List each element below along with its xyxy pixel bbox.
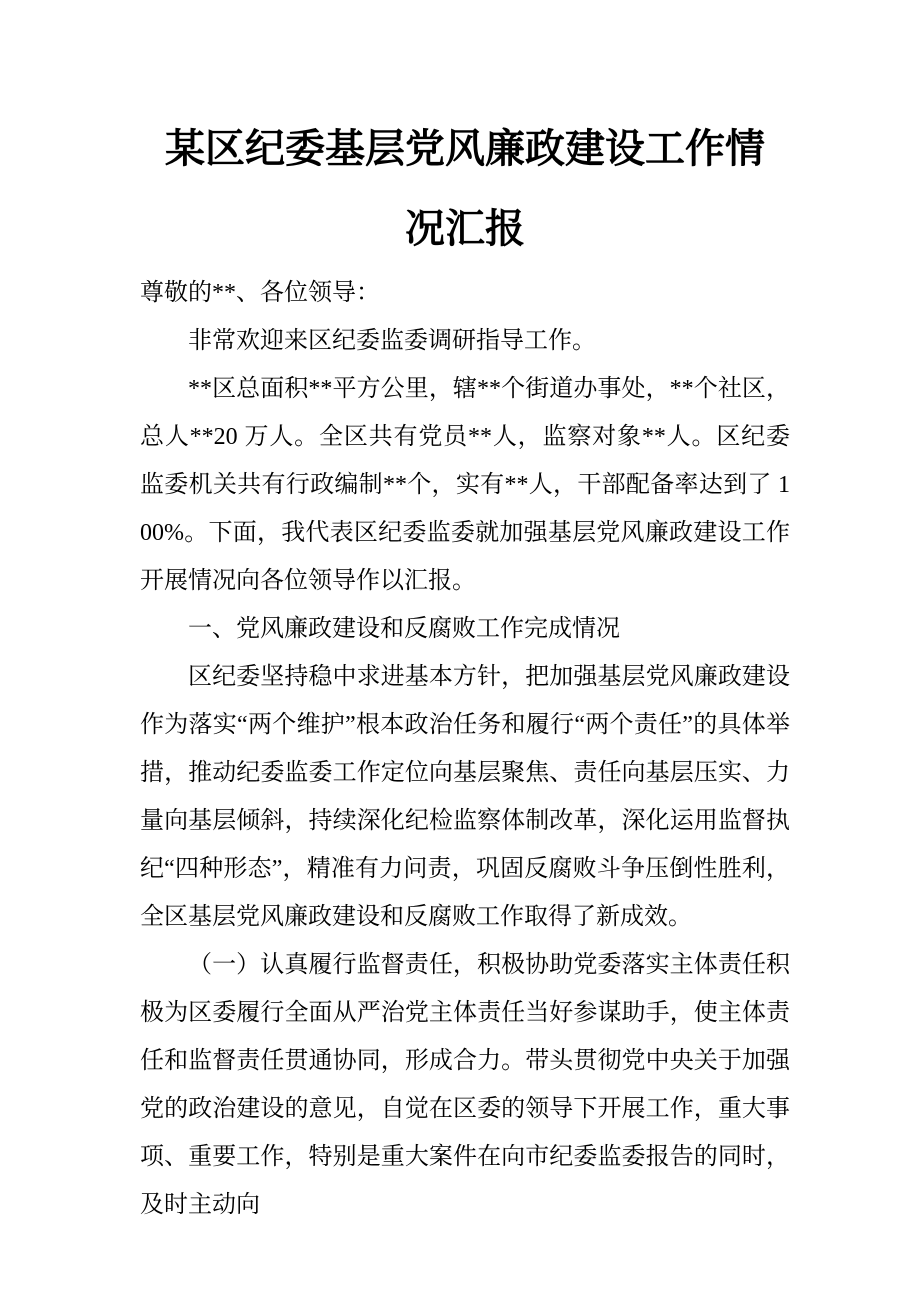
- paragraph: 一、党风廉政建设和反腐败工作完成情况: [188, 616, 620, 642]
- paragraph: 尊敬的**、各位领导：: [140, 280, 380, 306]
- document-title: [140, 109, 790, 269]
- document-body: [140, 269, 790, 1229]
- paragraph: 区纪委坚持稳中求进基本方针，把加强基层党风廉政建设作为落实“两个维护”根本政治任务和履行“两个责任”的具体举措，推动纪委监委工作定位向基层聚焦、责任向基层压实、力量向基层倾斜，持续深化纪检监察体制改革，深化运用监督执纪“四种形态”，精准有力问责，巩固反腐败斗争压倒性胜利，全区基层党风廉政建设和反腐败工作取得了新成效。: [140, 664, 790, 930]
- document-content: [140, 0, 790, 1229]
- paragraph: **区总面积**平方公里，辖**个街道办事处，**个社区，总人**20 万人。全区共有党员**人，监察对象**人。区纪委监委机关共有行政编制**个，实有**人，干部配备率达到了 100%。下面，我代表区纪委监委就加强基层党风廉政建设工作开展情况向各位领导作以汇报。: [140, 376, 790, 594]
- paragraph: （一）认真履行监督责任，积极协助党委落实主体责任积极为区委履行全面从严治党主体责任当好参谋助手，使主体责任和监督责任贯通协同，形成合力。带头贯彻党中央关于加强党的政治建设的意见，自觉在区委的领导下开展工作，重大事项、重要工作，特别是重大案件在向市纪委监委报告的同时，及时主动向: [140, 952, 790, 1218]
- title-line-1: 某区纪委基层党风廉政建设工作情: [165, 127, 765, 171]
- paragraph: 非常欢迎来区纪委监委调研指导工作。: [188, 328, 596, 354]
- title-line-2: 况汇报: [405, 207, 525, 251]
